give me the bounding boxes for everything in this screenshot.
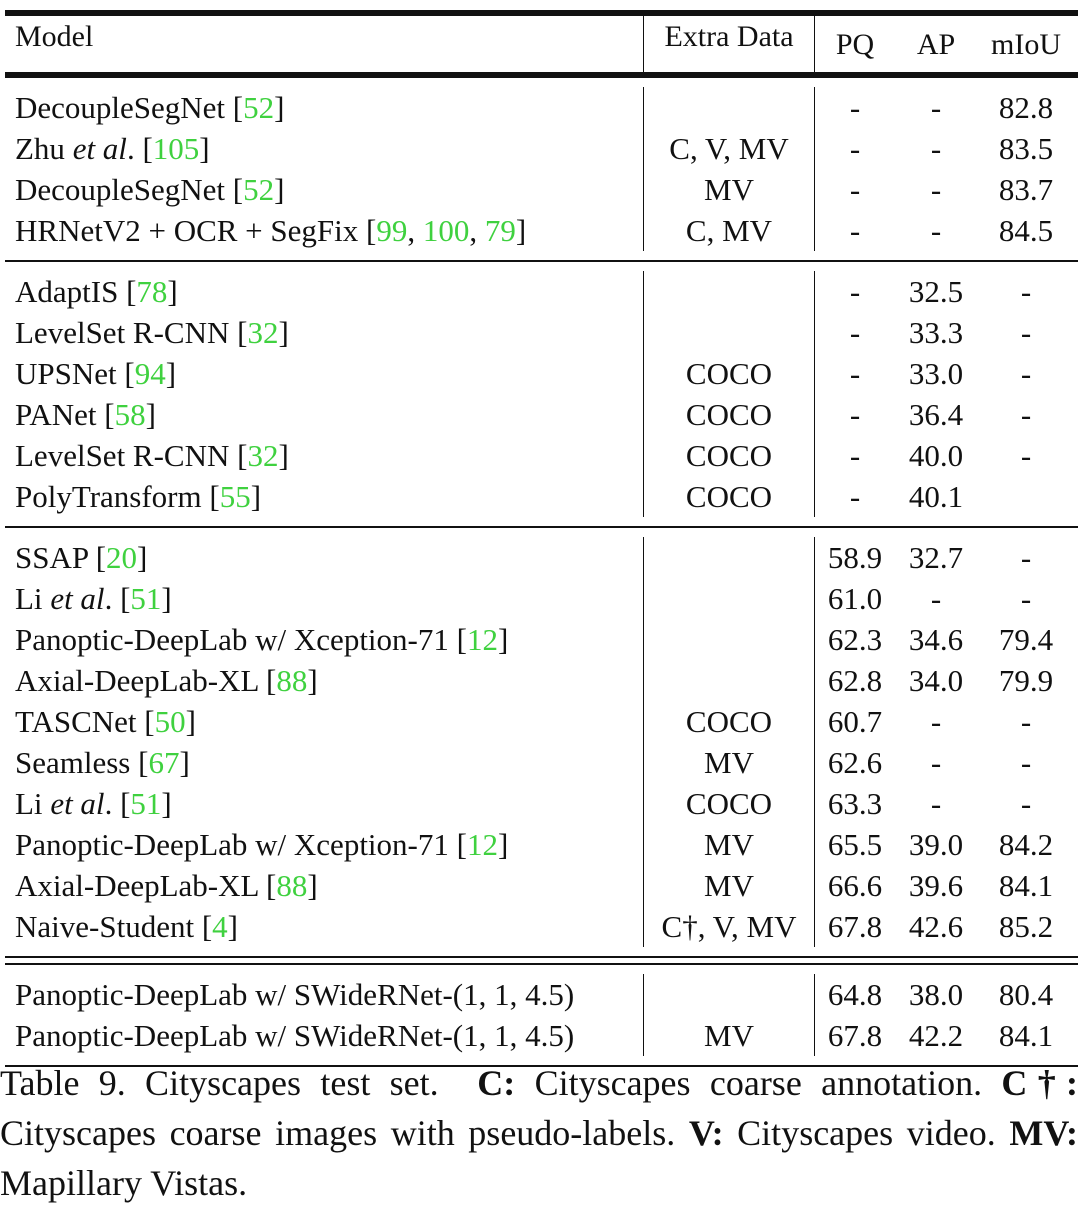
- cell-pq: 63.3: [827, 786, 883, 821]
- cell-ap: 32.7: [908, 540, 964, 575]
- cell-ap: 32.5: [908, 274, 964, 309]
- cell-ap: 39.6: [908, 868, 964, 903]
- cell-miou: -: [1020, 786, 1032, 821]
- cell-miou: -: [1020, 274, 1032, 309]
- cell-extra-data: C, V, MV: [644, 128, 815, 169]
- cell-pq: -: [849, 397, 861, 432]
- et-al: et al: [50, 581, 105, 616]
- cell-pq: -: [849, 213, 861, 248]
- cell-ap: -: [930, 172, 942, 207]
- row-group: [5, 78, 1078, 260]
- cell-miou: -: [1020, 438, 1032, 473]
- cell-pq: 61.0: [827, 581, 883, 616]
- cell-extra-data: COCO: [644, 435, 815, 476]
- table-row: [5, 537, 1078, 578]
- cell-extra-data: [644, 271, 815, 312]
- cell-pq: -: [849, 274, 861, 309]
- caption-text-c: Cityscapes coarse annotation.: [534, 1063, 983, 1103]
- citation-link[interactable]: 32: [247, 315, 279, 350]
- citation-link[interactable]: 52: [243, 90, 275, 125]
- citation-link[interactable]: 79: [484, 213, 516, 248]
- table-row: [5, 87, 1078, 128]
- cell-miou: 79.9: [998, 663, 1054, 698]
- cell-extra-data: C, MV: [644, 210, 815, 251]
- citation-link[interactable]: 52: [243, 172, 275, 207]
- table-row: [5, 701, 1078, 742]
- cell-ap: -: [930, 131, 942, 166]
- header-miou: mIoU: [991, 27, 1061, 61]
- cell-ap: 34.0: [908, 663, 964, 698]
- cell-model: Panoptic-DeepLab w/ Xception-71 [12]: [5, 824, 644, 865]
- model-name: Li: [15, 581, 43, 616]
- table-row: [5, 783, 1078, 824]
- cell-miou: 82.8: [998, 90, 1054, 125]
- cell-pq: -: [849, 131, 861, 166]
- model-name: Seamless: [15, 745, 131, 780]
- cell-miou: 79.4: [998, 622, 1054, 657]
- cell-ap: 42.6: [908, 909, 964, 944]
- table-row: [5, 865, 1078, 906]
- cell-miou: 84.1: [998, 1018, 1054, 1053]
- cell-miou: -: [1020, 315, 1032, 350]
- cell-model: HRNetV2 + OCR + SegFix [99, 100, 79]: [5, 210, 644, 251]
- cell-pq: 62.8: [827, 663, 883, 698]
- citation-link[interactable]: 105: [152, 131, 200, 166]
- cell-model: Li et al. [51]: [5, 783, 644, 824]
- citation-link[interactable]: 94: [134, 356, 166, 391]
- table-row: [5, 353, 1078, 394]
- cell-miou: 85.2: [998, 909, 1054, 944]
- cell-miou: -: [1020, 581, 1032, 616]
- citation-link[interactable]: 100: [422, 213, 470, 248]
- citation-link[interactable]: 51: [130, 786, 162, 821]
- caption-text-v: Cityscapes video.: [737, 1113, 996, 1153]
- table-caption: [0, 1058, 1078, 1208]
- citation-link[interactable]: 58: [114, 397, 146, 432]
- cell-pq: 62.3: [827, 622, 883, 657]
- cell-extra-data: [644, 537, 815, 578]
- table-row: [5, 210, 1078, 251]
- model-name: Panoptic-DeepLab w/ SWideRNet-(1, 1, 4.5): [15, 977, 575, 1012]
- model-name: Panoptic-DeepLab w/ Xception-71: [15, 622, 449, 657]
- cell-extra-data: COCO: [644, 701, 815, 742]
- cell-miou: 83.5: [998, 131, 1054, 166]
- model-name: TASCNet: [15, 704, 137, 739]
- cell-extra-data: MV: [644, 824, 815, 865]
- cell-extra-data: COCO: [644, 783, 815, 824]
- cell-model: [5, 974, 644, 1015]
- row-group: [5, 262, 1078, 526]
- cell-model: Axial-DeepLab-XL [88]: [5, 660, 644, 701]
- citation-link[interactable]: 12: [466, 622, 498, 657]
- cell-extra-data: COCO: [644, 394, 815, 435]
- cell-pq: -: [849, 356, 861, 391]
- row-group: [5, 528, 1078, 956]
- citation-link[interactable]: 32: [247, 438, 279, 473]
- cell-extra-data: MV: [644, 742, 815, 783]
- table-row: [5, 312, 1078, 353]
- table-row: [5, 271, 1078, 312]
- caption-key-v: V:: [688, 1113, 724, 1153]
- cell-model: DecoupleSegNet [52]: [5, 87, 644, 128]
- cell-miou: -: [1020, 540, 1032, 575]
- model-name: Axial-DeepLab-XL: [15, 663, 259, 698]
- citation-link[interactable]: 78: [136, 274, 168, 309]
- cell-miou: -: [1020, 397, 1032, 432]
- table-header: [5, 16, 1078, 72]
- caption-key-mv: MV:: [1009, 1113, 1079, 1153]
- model-name: UPSNet: [15, 356, 117, 391]
- citation-link[interactable]: 88: [276, 663, 308, 698]
- cell-extra-data: MV: [644, 1015, 815, 1056]
- table-row: [5, 169, 1078, 210]
- et-al: et al: [50, 786, 105, 821]
- cell-model: PANet [58]: [5, 394, 644, 435]
- cell-extra-data: [644, 87, 815, 128]
- caption-text-mv: Mapillary Vistas.: [0, 1163, 248, 1203]
- table-row: [5, 974, 1078, 1015]
- cell-pq: -: [849, 172, 861, 207]
- cell-extra-data: COCO: [644, 353, 815, 394]
- model-name: Naive-Student: [15, 909, 195, 944]
- caption-text-cdagger: Cityscapes coarse images with pseudo-labels.: [0, 1113, 676, 1153]
- cell-model: PolyTransform [55]: [5, 476, 644, 517]
- citation-link[interactable]: 51: [130, 581, 162, 616]
- caption-lead: Table 9. Cityscapes test set.: [0, 1063, 439, 1103]
- cell-pq: 67.8: [827, 909, 883, 944]
- cell-miou: -: [1020, 704, 1032, 739]
- cell-ap: 33.3: [908, 315, 964, 350]
- model-name: HRNetV2 + OCR + SegFix: [15, 213, 359, 248]
- header-row: [5, 16, 1078, 72]
- cell-model: TASCNet [50]: [5, 701, 644, 742]
- cell-extra-data: [644, 660, 815, 701]
- cell-extra-data: MV: [644, 169, 815, 210]
- cell-model: DecoupleSegNet [52]: [5, 169, 644, 210]
- model-name: LevelSet R-CNN: [15, 315, 230, 350]
- cell-extra-data: [644, 312, 815, 353]
- cell-ap: 33.0: [908, 356, 964, 391]
- cell-ap: -: [930, 213, 942, 248]
- citation-link[interactable]: 67: [148, 745, 180, 780]
- cell-extra-data: [644, 578, 815, 619]
- cell-model: Zhu et al. [105]: [5, 128, 644, 169]
- cell-extra-data: C†, V, MV: [644, 906, 815, 947]
- caption-key-cdagger: C†:: [1001, 1063, 1078, 1103]
- cell-ap: -: [930, 704, 942, 739]
- cell-extra-data: COCO: [644, 476, 815, 517]
- cell-model: SSAP [20]: [5, 537, 644, 578]
- table-row: [5, 128, 1078, 169]
- table-row: [5, 660, 1078, 701]
- cell-ap: 36.4: [908, 397, 964, 432]
- cell-ap: 39.0: [908, 827, 964, 862]
- cell-miou: 84.5: [998, 213, 1054, 248]
- table-row: [5, 906, 1078, 947]
- table-row: [5, 435, 1078, 476]
- cell-model: LevelSet R-CNN [32]: [5, 435, 644, 476]
- caption-key-c: C:: [477, 1063, 516, 1103]
- model-name: Panoptic-DeepLab w/ SWideRNet-(1, 1, 4.5): [15, 1018, 575, 1053]
- table-row: [5, 476, 1078, 517]
- group-separator-double: [5, 956, 1078, 965]
- cell-ap: 42.2: [908, 1018, 964, 1053]
- cell-ap: 38.0: [908, 977, 964, 1012]
- model-name: SSAP: [15, 540, 88, 575]
- cell-ap: -: [930, 786, 942, 821]
- cell-ap: 40.0: [908, 438, 964, 473]
- header-ap: AP: [916, 27, 956, 61]
- header-pq: PQ: [835, 27, 875, 61]
- cell-pq: -: [849, 479, 861, 514]
- cell-ap: -: [930, 90, 942, 125]
- cell-model: Axial-DeepLab-XL [88]: [5, 865, 644, 906]
- cell-pq: 58.9: [827, 540, 883, 575]
- cell-ap: -: [930, 745, 942, 780]
- table-body: [5, 78, 1078, 1065]
- model-name: Axial-DeepLab-XL: [15, 868, 259, 903]
- row-group: [5, 965, 1078, 1065]
- cell-pq: 66.6: [827, 868, 883, 903]
- cell-pq: 67.8: [827, 1018, 883, 1053]
- cell-model: Li et al. [51]: [5, 578, 644, 619]
- header-extra-data: Extra Data: [644, 16, 815, 72]
- table-row: [5, 394, 1078, 435]
- cell-pq: 65.5: [827, 827, 883, 862]
- header-model: Model: [5, 16, 644, 72]
- cell-ap: -: [930, 581, 942, 616]
- cell-miou: 80.4: [998, 977, 1054, 1012]
- cell-model: Panoptic-DeepLab w/ Xception-71 [12]: [5, 619, 644, 660]
- cell-miou: 83.7: [998, 172, 1054, 207]
- model-name: LevelSet R-CNN: [15, 438, 230, 473]
- model-name: PANet: [15, 397, 97, 432]
- cell-pq: 64.8: [827, 977, 883, 1012]
- cell-miou: 84.2: [998, 827, 1054, 862]
- citation-link[interactable]: 4: [212, 909, 228, 944]
- cell-pq: -: [849, 90, 861, 125]
- cell-model: Seamless [67]: [5, 742, 644, 783]
- cell-extra-data: [644, 974, 815, 1015]
- cell-miou: -: [1020, 356, 1032, 391]
- cell-model: LevelSet R-CNN [32]: [5, 312, 644, 353]
- cell-extra-data: [644, 619, 815, 660]
- citation-link[interactable]: 88: [276, 868, 308, 903]
- cell-pq: -: [849, 438, 861, 473]
- model-name: Panoptic-DeepLab w/ Xception-71: [15, 827, 449, 862]
- model-name: Li: [15, 786, 43, 821]
- cell-pq: -: [849, 315, 861, 350]
- model-name: AdaptIS: [15, 274, 119, 309]
- cell-ap: 34.6: [908, 622, 964, 657]
- table-row: [5, 619, 1078, 660]
- table-row: [5, 578, 1078, 619]
- cell-ap: 40.1: [908, 479, 964, 514]
- table-row: [5, 742, 1078, 783]
- cell-model: Naive-Student [4]: [5, 906, 644, 947]
- model-name: PolyTransform: [15, 479, 202, 514]
- model-name: Zhu: [15, 131, 65, 166]
- results-table: [5, 10, 1078, 1067]
- citation-link[interactable]: 50: [154, 704, 186, 739]
- cell-pq: 60.7: [827, 704, 883, 739]
- cell-model: [5, 1015, 644, 1056]
- table-row: [5, 1015, 1078, 1056]
- cell-extra-data: MV: [644, 865, 815, 906]
- cell-miou: 84.1: [998, 868, 1054, 903]
- model-name: DecoupleSegNet: [15, 90, 226, 125]
- cell-model: UPSNet [94]: [5, 353, 644, 394]
- cell-pq: 62.6: [827, 745, 883, 780]
- citation-link[interactable]: 20: [106, 540, 138, 575]
- model-name: DecoupleSegNet: [15, 172, 226, 207]
- et-al: et al: [72, 131, 127, 166]
- citation-link[interactable]: 12: [466, 827, 498, 862]
- table-row: [5, 824, 1078, 865]
- cell-miou: -: [1020, 745, 1032, 780]
- cell-model: AdaptIS [78]: [5, 271, 644, 312]
- citation-link[interactable]: 55: [219, 479, 251, 514]
- citation-link[interactable]: 99: [376, 213, 408, 248]
